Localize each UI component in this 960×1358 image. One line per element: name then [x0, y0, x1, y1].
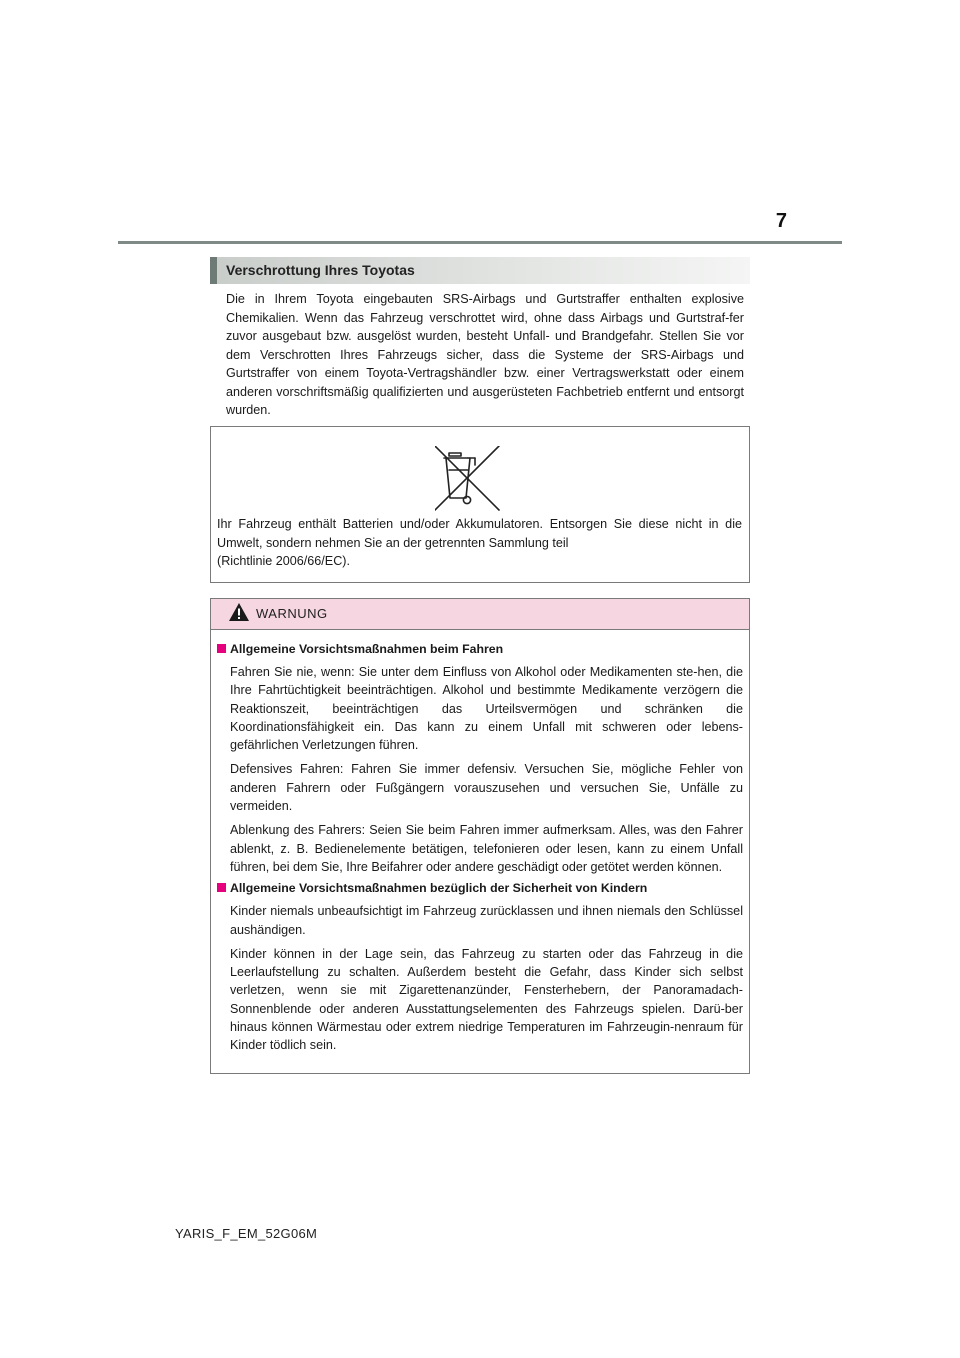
warning-heading-text: Allgemeine Vorsichtsmaßnahmen beim Fahren [230, 642, 504, 656]
warning-paragraph: Ablenkung des Fahrers: Seien Sie beim Fahren immer aufmerksam. Alles, was den Fahrer ablenkt, z. B. Bedienelemente betätigen, telefonieren oder lesen, kann zu einem Unfall führen, bei dem Sie, Ihre Beifahrer oder andere geschädigt oder getötet werden können. [230, 823, 743, 874]
warning-header [211, 599, 749, 630]
section-heading-bar [210, 257, 217, 284]
warning-paragraph: Defensives Fahren: Fahren Sie immer defensiv. Versuchen Sie, mögliche Fehler von anderen Fahrern oder Fußgängern vorauszusehen und versuchen Sie, Unfälle zu vermeiden. [230, 762, 743, 814]
warning-heading-text: Allgemeine Vorsichtsmaßnahmen bezüglich der Sicherheit von Kindern [230, 881, 648, 896]
warning-triangle-icon [228, 602, 250, 622]
footer-document-code: YARIS_F_EM_52G06M [175, 1226, 318, 1241]
warning-body [217, 641, 743, 1061]
warning-paragraph: Kinder können in der Lage sein, das Fahrzeug zu starten oder das Fahrzeug in die Leerlaufstellung zu schalten. Außerdem besteht die Gefahr, dass Kinder sich selbst verletzen, wenn sie mit Zigarettenanzünder, Fensterhebern, der Panoramadach-Sonnenblende oder anderen Ausstattungselementen des Fahrzeugs spielen. Darü-ber hinaus können Wärmestau oder extrem niedrige Temperaturen im Fahrzeugin-nenraum für Kinder tödlich sein. [230, 946, 743, 1053]
battery-notice-directive: (Richtlinie 2006/66/EC). [217, 554, 350, 568]
battery-notice-line: Ihr Fahrzeug enthält Batterien und/oder Akkumulatoren. Entsorgen Sie diese nicht in die Umwelt, sondern nehmen Sie an der getrennten Sammlung teil [217, 517, 742, 550]
warning-paragraph: Kinder niemals unbeaufsichtigt im Fahrzeug zurücklassen und ihnen niemals den Schlüssel aushändigen. [230, 904, 743, 937]
warning-paragraph: Fahren Sie nie, wenn: Sie unter dem Einfluss von Alkohol oder Medikamenten ste-hen, die Ihre Fahrtüchtigkeit beeinträchtigen. Alkohol und bestimmte Medikamente verzögern die Reaktionszeit, beeinträchtigen das Urteilsvermögen und schränken die Koordinationsfähigkeit ein. Das kann zu einem Unfall mit schweren oder lebens-gefährlichen Verletzungen führen. [230, 665, 743, 753]
warning-heading-children [217, 880, 743, 896]
section-heading [210, 257, 750, 284]
battery-notice-box [210, 426, 750, 583]
warning-box [210, 598, 750, 1074]
header-rule [118, 241, 842, 244]
warning-heading-driving [217, 641, 743, 657]
section-title: Verschrottung Ihres Toyotas [226, 262, 415, 278]
crossed-out-wheelie-bin-icon [435, 446, 509, 516]
warning-label: WARNUNG [256, 606, 328, 621]
bullet-square-icon [217, 644, 226, 653]
intro-paragraph: Die in Ihrem Toyota eingebauten SRS-Airbags und Gurtstraffer enthalten explosive Chemikalien. Wenn das Fahrzeug verschrottet wird, ohne dass Airbags und Gurtstraf-fer zuvor ausgebaut bzw. ausgelöst wurden, besteht Unfall- und Brandgefahr. Stellen Sie vor dem Verschrotten Ihres Fahrzeugs sicher, dass die Systeme der SRS-Airbags und Gurtstraffer von einem Toyota-Vertragshändler bzw. einer Vertragswerkstatt oder einem anderen vorschriftsmäßig qualifizierten und ausgerüsteten Fachbetrieb entfernt und entsorgt wurden. [226, 292, 744, 417]
bullet-square-icon [217, 883, 226, 892]
page-number: 7 [775, 210, 787, 232]
battery-notice-text [217, 515, 742, 571]
